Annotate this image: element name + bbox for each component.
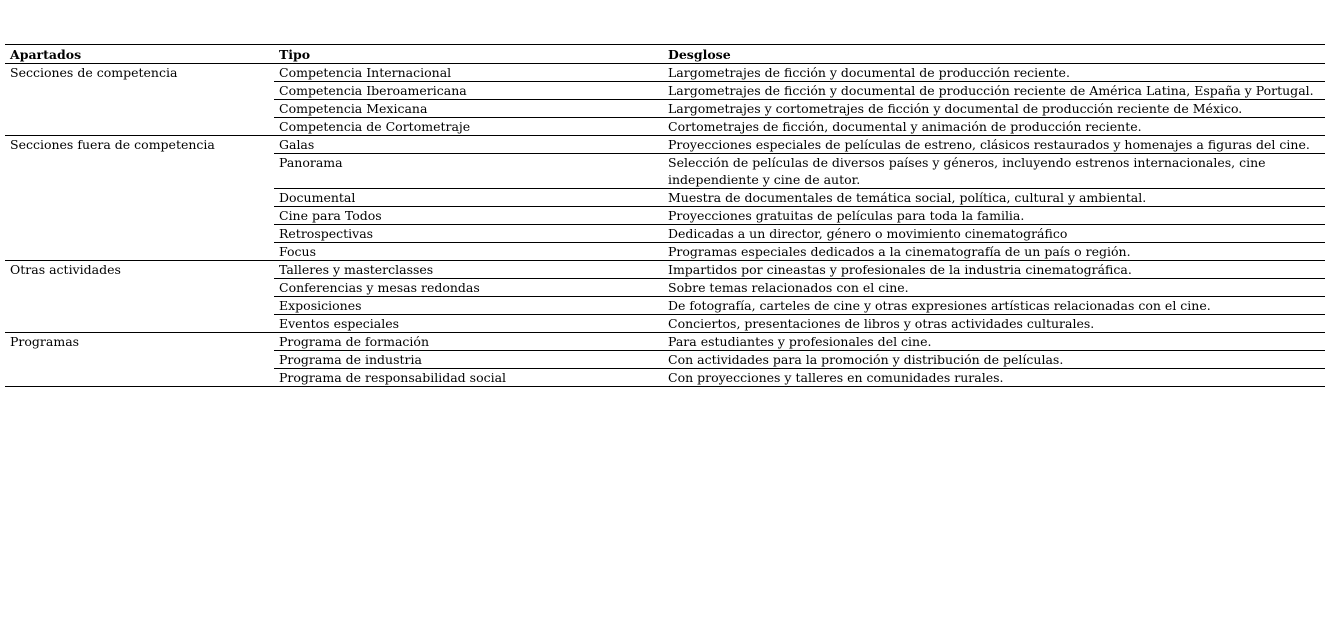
tipo-cell: Competencia Internacional (274, 64, 663, 82)
desglose-cell: Proyecciones especiales de películas de estreno, clásicos restaurados y homenajes a figuras del cine. (663, 136, 1325, 154)
header-tipo: Tipo (274, 45, 663, 64)
desglose-cell: Con proyecciones y talleres en comunidades rurales. (663, 369, 1325, 387)
desglose-cell: Largometrajes de ficción y documental de producción reciente. (663, 64, 1325, 82)
desglose-cell: Con actividades para la promoción y distribución de películas. (663, 351, 1325, 369)
desglose-cell: Cortometrajes de ficción, documental y animación de producción reciente. (663, 118, 1325, 136)
desglose-cell: Sobre temas relacionados con el cine. (663, 279, 1325, 297)
desglose-cell: Dedicadas a un director, género o movimiento cinematográfico (663, 225, 1325, 243)
section-name: Secciones de competencia (5, 64, 274, 136)
tipo-cell: Talleres y masterclasses (274, 261, 663, 279)
tipo-cell: Eventos especiales (274, 315, 663, 333)
tipo-cell: Retrospectivas (274, 225, 663, 243)
tipo-cell: Conferencias y mesas redondas (274, 279, 663, 297)
desglose-cell: Conciertos, presentaciones de libros y otras actividades culturales. (663, 315, 1325, 333)
section-name: Secciones fuera de competencia (5, 136, 274, 261)
desglose-cell: Largometrajes y cortometrajes de ficción y documental de producción reciente de México. (663, 100, 1325, 118)
tipo-cell: Programa de industria (274, 351, 663, 369)
header-desglose: Desglose (663, 45, 1325, 64)
desglose-cell: Muestra de documentales de temática social, política, cultural y ambiental. (663, 189, 1325, 207)
section-name: Programas (5, 333, 274, 387)
table-body (5, 64, 1325, 387)
tipo-cell: Exposiciones (274, 297, 663, 315)
table-row (5, 261, 1325, 279)
tipo-cell: Galas (274, 136, 663, 154)
header-apartados: Apartados (5, 45, 274, 64)
desglose-cell: Impartidos por cineastas y profesionales de la industria cinematográfica. (663, 261, 1325, 279)
tipo-cell: Focus (274, 243, 663, 261)
tipo-cell: Cine para Todos (274, 207, 663, 225)
document-page (5, 44, 1325, 387)
table-header (5, 45, 1325, 64)
table-row (5, 136, 1325, 154)
desglose-cell: Largometrajes de ficción y documental de producción reciente de América Latina, España y Portugal. (663, 82, 1325, 100)
table-row (5, 64, 1325, 82)
desglose-cell: Para estudiantes y profesionales del cine. (663, 333, 1325, 351)
desglose-cell: Proyecciones gratuitas de películas para toda la familia. (663, 207, 1325, 225)
tipo-cell: Competencia Mexicana (274, 100, 663, 118)
table-row (5, 333, 1325, 351)
desglose-cell: Programas especiales dedicados a la cinematografía de un país o región. (663, 243, 1325, 261)
section-name: Otras actividades (5, 261, 274, 333)
tipo-cell: Programa de responsabilidad social (274, 369, 663, 387)
header-row (5, 45, 1325, 64)
tipo-cell: Competencia de Cortometraje (274, 118, 663, 136)
desglose-cell: De fotografía, carteles de cine y otras expresiones artísticas relacionadas con el cine. (663, 297, 1325, 315)
festival-sections-table (5, 44, 1325, 387)
tipo-cell: Programa de formación (274, 333, 663, 351)
tipo-cell: Competencia Iberoamericana (274, 82, 663, 100)
desglose-cell: Selección de películas de diversos países y géneros, incluyendo estrenos internacionales, cine independiente y cine de autor. (663, 154, 1325, 189)
tipo-cell: Panorama (274, 154, 663, 189)
tipo-cell: Documental (274, 189, 663, 207)
